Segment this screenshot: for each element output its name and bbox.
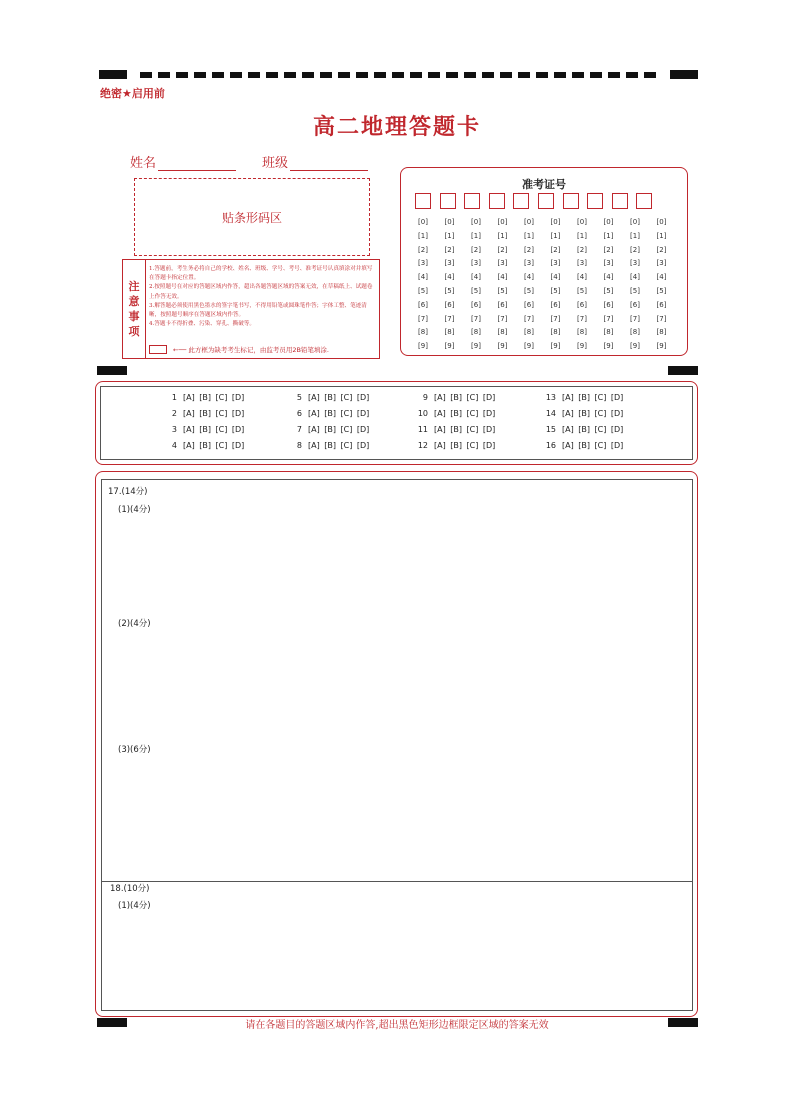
exam-digit-bubble[interactable]: [0] <box>471 218 481 226</box>
exam-digit-bubble[interactable]: [6] <box>630 300 640 309</box>
class-field[interactable] <box>262 152 368 171</box>
exam-digit-bubble[interactable]: [5] <box>550 286 561 295</box>
exam-digit-bubble[interactable]: [7] <box>497 314 508 323</box>
exam-digit-bubble[interactable]: [2] <box>656 245 667 254</box>
secret-label: 绝密★启用前 <box>100 87 165 100</box>
note-line: 1.答题前，考生务必将自己的学校、姓名、班级、学号、考号、准考证号认真填涂对并填写在答题卡指定位置。 <box>149 266 373 282</box>
exam-digit-bubble[interactable]: [2] <box>418 245 428 254</box>
exam-digit-bubble[interactable]: [6] <box>444 300 455 309</box>
notes-side-char: 注 <box>128 280 140 293</box>
exam-digit-bubble[interactable]: [5] <box>656 286 667 295</box>
mc-question-row[interactable] <box>544 441 623 450</box>
exam-digit-bubble[interactable]: [1] <box>418 231 428 240</box>
exam-digit-bubble[interactable]: [8] <box>656 328 667 337</box>
mc-question-row[interactable] <box>290 441 369 450</box>
exam-number-box[interactable] <box>464 193 480 209</box>
exam-digit-bubble[interactable]: [8] <box>524 328 534 337</box>
exam-digit-bubble[interactable]: [2] <box>444 245 455 254</box>
exam-digit-bubble[interactable]: [1] <box>550 231 561 240</box>
exam-number-box[interactable] <box>563 193 579 209</box>
mc-question-number: 9 <box>422 393 428 402</box>
mc-options[interactable]: [A] [B] [C] [D] <box>434 425 496 434</box>
mc-question-number: 7 <box>296 425 302 434</box>
barcode-label: 贴条形码区 <box>221 210 282 225</box>
exam-digit-bubble[interactable]: [4] <box>471 273 481 282</box>
mc-question-number: 6 <box>296 409 302 418</box>
exam-digit-bubble[interactable]: [8] <box>471 328 481 337</box>
exam-number-box[interactable] <box>489 193 505 209</box>
notes-side-title <box>123 260 146 358</box>
exam-digit-bubble[interactable]: [8] <box>550 328 561 337</box>
exam-digit-bubble[interactable]: [3] <box>550 259 561 268</box>
exam-digit-bubble[interactable]: [7] <box>577 314 587 323</box>
mc-options[interactable]: [A] [B] [C] [D] <box>308 425 370 434</box>
class-underline <box>290 156 368 171</box>
exam-digit-bubble[interactable]: [4] <box>577 273 587 282</box>
mc-options[interactable]: [A] [B] [C] [D] <box>183 425 245 434</box>
exam-digit-bubble[interactable]: [2] <box>630 245 640 254</box>
mc-question-number: 3 <box>171 425 177 434</box>
exam-digit-bubble[interactable]: [9] <box>444 342 455 351</box>
exam-digit-bubble[interactable]: [2] <box>577 245 587 254</box>
exam-digit-bubble[interactable]: [3] <box>630 259 640 268</box>
mc-question-number: 5 <box>296 393 302 402</box>
q17-title: 17.(14分) <box>108 487 148 497</box>
exam-digit-bubble[interactable]: [5] <box>603 286 614 295</box>
mc-question-row[interactable] <box>544 393 623 402</box>
mc-options[interactable]: [A] [B] [C] [D] <box>308 393 370 402</box>
exam-digit-bubble[interactable]: [0] <box>418 218 428 226</box>
exam-number-box[interactable] <box>415 193 431 209</box>
mc-question-number: 12 <box>417 441 428 450</box>
exam-digit-bubble[interactable]: [6] <box>524 300 534 309</box>
exam-digit-bubble[interactable]: [4] <box>603 273 614 282</box>
mc-question-number: 4 <box>171 441 177 450</box>
exam-number-box[interactable] <box>612 193 628 209</box>
exam-digit-bubble[interactable]: [2] <box>603 245 614 254</box>
exam-digit-bubble[interactable]: [8] <box>444 328 455 337</box>
mc-question-number: 10 <box>417 409 428 418</box>
q17-answer-area[interactable] <box>101 479 693 882</box>
exam-number-box[interactable] <box>587 193 603 209</box>
exam-digit-bubble[interactable]: [4] <box>524 273 534 282</box>
exam-digit-bubble[interactable]: [4] <box>630 273 640 282</box>
note-line: 3.解答题必须使用黑色墨水的签字笔书写，不得用铅笔或圆珠笔作答；字体工整、笔迹清晰，按照题号顺序在答题区域内作答。 <box>149 302 367 319</box>
mc-question-row[interactable] <box>416 441 495 450</box>
exam-digit-bubble[interactable]: [3] <box>418 259 428 268</box>
exam-digit-bubble[interactable]: [8] <box>418 328 428 337</box>
mc-options[interactable]: [A] [B] [C] [D] <box>562 393 624 402</box>
absent-mark-label: ←── 此方框为缺考考生标记，由监考员用2B铅笔填涂. <box>173 346 329 354</box>
exam-digit-bubble[interactable]: [6] <box>550 300 561 309</box>
note-line: 4.答题卡不得折叠、污染、穿孔、撕破等。 <box>149 321 256 328</box>
exam-digit-bubble[interactable]: [9] <box>550 342 561 351</box>
notes-box <box>122 259 380 359</box>
mc-options[interactable]: [A] [B] [C] [D] <box>562 441 624 450</box>
answer-section <box>95 471 698 1017</box>
exam-digit-bubble[interactable]: [1] <box>444 231 455 240</box>
name-underline <box>158 156 236 171</box>
exam-digit-bubble[interactable]: [5] <box>524 286 534 295</box>
mc-question-row[interactable] <box>165 409 244 418</box>
exam-digit-bubble[interactable]: [2] <box>471 245 481 254</box>
exam-digit-bubble[interactable]: [9] <box>577 342 587 351</box>
mc-options[interactable]: [A] [B] [C] [D] <box>308 441 370 450</box>
exam-number-box[interactable] <box>440 193 456 209</box>
mc-question-row[interactable] <box>165 425 244 434</box>
exam-digit-bubble[interactable]: [9] <box>524 342 534 351</box>
multiple-choice-grid <box>100 386 693 460</box>
exam-digit-bubble[interactable]: [4] <box>550 273 561 282</box>
exam-digit-bubble[interactable]: [2] <box>550 245 561 254</box>
exam-digit-bubble[interactable]: [2] <box>497 245 508 254</box>
mc-question-row[interactable] <box>544 425 623 434</box>
mc-options[interactable]: [A] [B] [C] [D] <box>434 393 496 402</box>
exam-digit-bubble[interactable]: [5] <box>577 286 587 295</box>
exam-digit-bubble[interactable]: [4] <box>656 273 667 282</box>
exam-digit-bubble[interactable]: [0] <box>444 218 455 226</box>
mc-options[interactable]: [A] [B] [C] [D] <box>183 393 245 402</box>
exam-digit-bubble[interactable]: [0] <box>550 218 561 226</box>
exam-digit-bubble[interactable]: [3] <box>524 259 534 268</box>
exam-number-title: 准考证号 <box>522 178 566 191</box>
name-label: 姓名 <box>130 156 157 171</box>
exam-digit-bubble[interactable]: [3] <box>444 259 455 268</box>
exam-digit-bubble[interactable]: [4] <box>497 273 508 282</box>
exam-digit-bubble[interactable]: [9] <box>471 342 481 351</box>
class-label: 班级 <box>262 156 289 171</box>
exam-digit-bubble[interactable]: [6] <box>471 300 481 309</box>
exam-number-boxes <box>415 193 652 209</box>
corner-marker-top-left <box>99 70 127 79</box>
mc-question-number: 2 <box>171 409 177 418</box>
exam-digit-bubble[interactable]: [6] <box>603 300 614 309</box>
q18-title: 18.(10分) <box>110 884 150 894</box>
exam-digit-bubble[interactable]: [6] <box>418 300 428 309</box>
side-marker-left <box>97 366 127 375</box>
exam-digit-bubble[interactable]: [1] <box>524 231 534 240</box>
timing-marks-top <box>140 72 660 78</box>
q17-part-3: (3)(6分) <box>118 745 151 755</box>
absent-mark-box[interactable] <box>149 345 167 354</box>
notes-side-char: 项 <box>128 325 140 338</box>
exam-digit-bubble[interactable]: [0] <box>577 218 587 226</box>
exam-digit-bubble[interactable]: [9] <box>603 342 614 351</box>
mc-question-row[interactable] <box>416 409 495 418</box>
exam-digit-bubble[interactable]: [6] <box>577 300 587 309</box>
exam-digit-bubble[interactable]: [9] <box>418 342 428 351</box>
exam-digit-bubble[interactable]: [7] <box>603 314 614 323</box>
absent-mark-row <box>149 345 375 354</box>
exam-digit-bubble[interactable]: [6] <box>497 300 508 309</box>
exam-digit-bubble[interactable]: [6] <box>656 300 667 309</box>
exam-digit-bubble[interactable]: [0] <box>497 218 508 226</box>
exam-number-box[interactable] <box>538 193 554 209</box>
exam-digit-bubble[interactable]: [8] <box>497 328 508 337</box>
page-title: 高二地理答题卡 <box>312 115 481 140</box>
exam-digit-bubble[interactable]: [5] <box>630 286 640 295</box>
exam-number-panel <box>400 167 688 356</box>
exam-digit-bubble[interactable]: [7] <box>524 314 534 323</box>
barcode-area <box>134 178 370 256</box>
exam-digit-bubble[interactable]: [0] <box>524 218 534 226</box>
exam-digit-bubble[interactable]: [9] <box>656 342 667 351</box>
mc-question-number: 16 <box>545 441 556 450</box>
mc-question-row[interactable] <box>165 441 244 450</box>
mc-question-number: 11 <box>417 425 428 434</box>
exam-digit-bubble[interactable]: [3] <box>471 259 481 268</box>
name-field[interactable] <box>130 152 236 171</box>
mc-options[interactable]: [A] [B] [C] [D] <box>183 441 245 450</box>
exam-digit-bubble[interactable]: [1] <box>497 231 508 240</box>
exam-number-bubbles <box>413 216 678 354</box>
exam-digit-bubble[interactable]: [9] <box>497 342 508 351</box>
exam-digit-bubble[interactable]: [4] <box>444 273 455 282</box>
mc-question-row[interactable] <box>165 393 244 402</box>
footer-warning: 请在各题目的答题区域内作答,超出黑色矩形边框限定区域的答案无效 <box>245 1020 549 1031</box>
exam-digit-bubble[interactable]: [1] <box>471 231 481 240</box>
exam-digit-bubble[interactable]: [7] <box>656 314 667 323</box>
exam-digit-bubble[interactable]: [7] <box>444 314 455 323</box>
exam-digit-bubble[interactable]: [5] <box>471 286 481 295</box>
exam-digit-bubble[interactable]: [1] <box>603 231 614 240</box>
mc-question-number: 15 <box>545 425 556 434</box>
exam-digit-bubble[interactable]: [4] <box>418 273 428 282</box>
exam-digit-bubble[interactable]: [7] <box>550 314 561 323</box>
mc-question-number: 8 <box>296 441 302 450</box>
q17-part-2: (2)(4分) <box>118 619 151 629</box>
mc-question-row[interactable] <box>290 393 369 402</box>
corner-marker-top-right <box>670 70 698 79</box>
exam-digit-bubble[interactable]: [1] <box>656 231 667 240</box>
q18-answer-area[interactable] <box>101 880 693 1011</box>
exam-digit-bubble[interactable]: [7] <box>471 314 481 323</box>
exam-digit-bubble[interactable]: [1] <box>577 231 587 240</box>
exam-digit-bubble[interactable]: [7] <box>630 314 640 323</box>
exam-digit-bubble[interactable]: [2] <box>524 245 534 254</box>
exam-digit-bubble[interactable]: [0] <box>656 218 667 226</box>
exam-digit-bubble[interactable]: [3] <box>603 259 614 268</box>
mc-options[interactable]: [A] [B] [C] [D] <box>562 409 624 418</box>
exam-digit-bubble[interactable]: [5] <box>418 286 428 295</box>
exam-number-box[interactable] <box>513 193 529 209</box>
mc-options[interactable]: [A] [B] [C] [D] <box>434 441 496 450</box>
mc-question-number: 1 <box>171 393 177 402</box>
exam-digit-bubble[interactable]: [9] <box>630 342 640 351</box>
notes-side-char: 意 <box>128 295 140 308</box>
exam-digit-bubble[interactable]: [8] <box>603 328 614 337</box>
mc-question-row[interactable] <box>290 409 369 418</box>
exam-digit-bubble[interactable]: [0] <box>630 218 640 226</box>
mc-question-number: 13 <box>545 393 556 402</box>
mc-options[interactable]: [A] [B] [C] [D] <box>562 425 624 434</box>
mc-question-row[interactable] <box>290 425 369 434</box>
exam-digit-bubble[interactable]: [5] <box>497 286 508 295</box>
exam-digit-bubble[interactable]: [3] <box>577 259 587 268</box>
exam-digit-bubble[interactable]: [1] <box>630 231 640 240</box>
exam-digit-bubble[interactable]: [8] <box>630 328 640 337</box>
note-line: 2.按照题号在对应的答题区域内作答，超出各题答题区域的答案无效，在草稿纸上、试题卷上作答无效。 <box>149 284 373 300</box>
mc-question-number: 14 <box>545 409 556 418</box>
mc-options[interactable]: [A] [B] [C] [D] <box>308 409 370 418</box>
exam-digit-bubble[interactable]: [8] <box>577 328 587 337</box>
exam-digit-bubble[interactable]: [7] <box>418 314 428 323</box>
multiple-choice-section <box>95 381 698 465</box>
mc-question-row[interactable] <box>416 425 495 434</box>
q17-part-1: (1)(4分) <box>118 505 151 515</box>
exam-digit-bubble[interactable]: [5] <box>444 286 455 295</box>
side-marker-right <box>668 366 698 375</box>
notes-side-char: 事 <box>128 310 140 323</box>
mc-options[interactable]: [A] [B] [C] [D] <box>183 409 245 418</box>
q18-part-1: (1)(4分) <box>118 901 151 911</box>
notes-body <box>149 265 375 329</box>
exam-digit-bubble[interactable]: [0] <box>603 218 614 226</box>
mc-options[interactable]: [A] [B] [C] [D] <box>434 409 496 418</box>
exam-digit-bubble[interactable]: [3] <box>497 259 508 268</box>
mc-question-row[interactable] <box>544 409 623 418</box>
mc-question-row[interactable] <box>416 393 495 402</box>
exam-number-box[interactable] <box>636 193 652 209</box>
exam-digit-bubble[interactable]: [3] <box>656 259 667 268</box>
